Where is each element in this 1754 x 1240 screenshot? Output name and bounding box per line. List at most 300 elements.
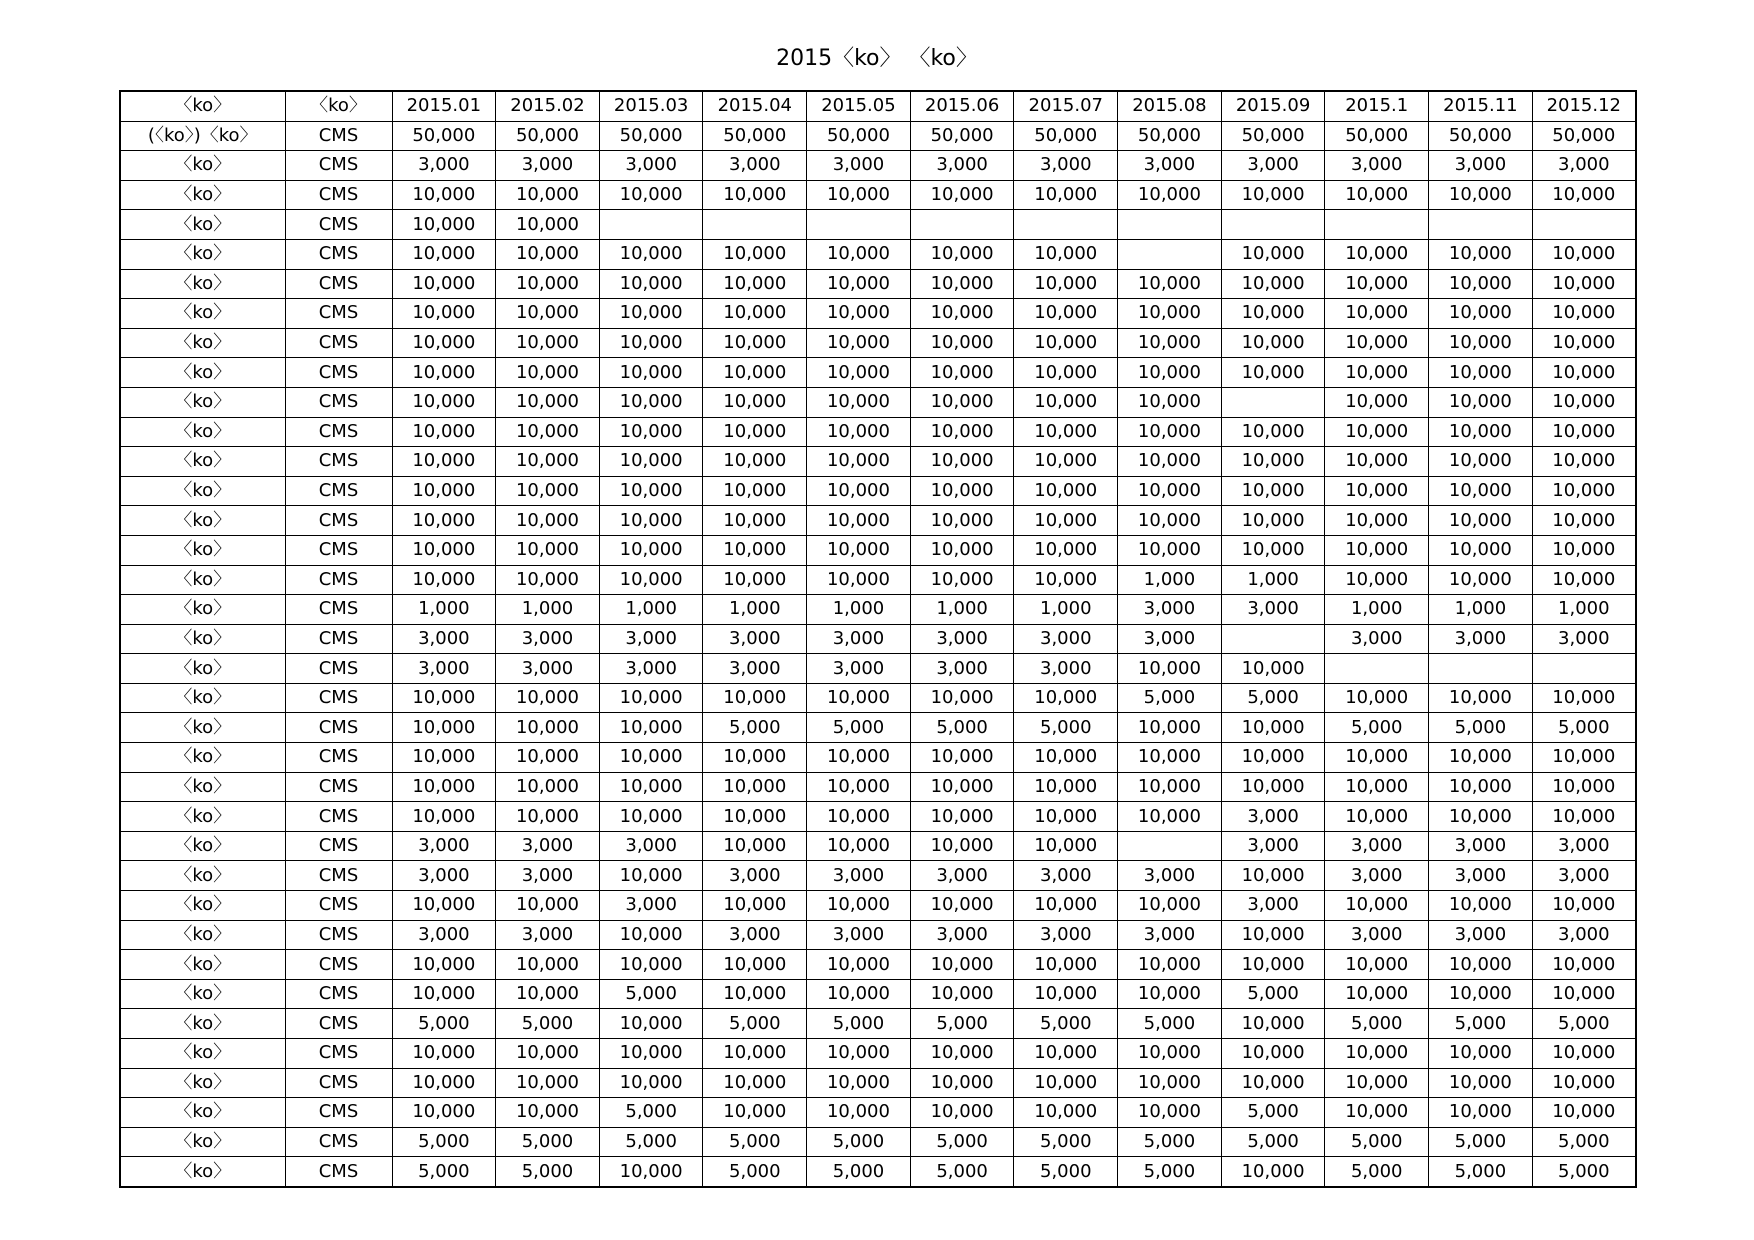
amount-cell: 10,000: [1532, 772, 1636, 802]
table-row: [120, 1039, 1636, 1069]
amount-cell: 50,000: [807, 121, 911, 151]
amount-cell: 5,000: [703, 1009, 807, 1039]
amount-cell: 5,000: [1429, 1009, 1533, 1039]
payment-type-cell: CMS: [285, 713, 392, 743]
amount-cell: 3,000: [910, 654, 1014, 684]
amount-cell: 10,000: [392, 772, 496, 802]
amount-cell: 10,000: [703, 535, 807, 565]
amount-cell: 10,000: [807, 1068, 911, 1098]
amount-cell: 5,000: [1221, 1127, 1325, 1157]
table-header-row: [120, 91, 1636, 121]
amount-cell: 5,000: [1429, 713, 1533, 743]
amount-cell: 10,000: [1221, 1009, 1325, 1039]
amount-cell: 10,000: [910, 239, 1014, 269]
amount-cell: 10,000: [392, 447, 496, 477]
amount-cell: 10,000: [1014, 239, 1118, 269]
table-row: [120, 861, 1636, 891]
payment-type-cell: CMS: [285, 269, 392, 299]
amount-cell: 10,000: [910, 891, 1014, 921]
amount-cell: 10,000: [1118, 535, 1222, 565]
amount-cell: 3,000: [1429, 831, 1533, 861]
amount-cell: 10,000: [1325, 476, 1429, 506]
amount-cell: 10,000: [1221, 476, 1325, 506]
amount-cell: 10,000: [1118, 1098, 1222, 1128]
amount-cell: 10,000: [1014, 743, 1118, 773]
amount-cell: 3,000: [599, 891, 703, 921]
table-row: [120, 210, 1636, 240]
header-month: 2015.01: [392, 91, 496, 121]
amount-cell: 10,000: [1532, 506, 1636, 536]
amount-cell: 10,000: [1325, 299, 1429, 329]
amount-cell: 10,000: [703, 239, 807, 269]
amount-cell: 50,000: [1118, 121, 1222, 151]
amount-cell: 10,000: [703, 1098, 807, 1128]
donor-name-cell: 〈ko〉: [120, 743, 285, 773]
table-row: [120, 1098, 1636, 1128]
header-month: 2015.06: [910, 91, 1014, 121]
amount-cell: 10,000: [599, 447, 703, 477]
amount-cell: 1,000: [392, 595, 496, 625]
amount-cell: 10,000: [910, 417, 1014, 447]
payment-type-cell: CMS: [285, 358, 392, 388]
table-row: [120, 743, 1636, 773]
amount-cell: 10,000: [703, 387, 807, 417]
amount-cell: 5,000: [1325, 1157, 1429, 1187]
amount-cell: 5,000: [1221, 683, 1325, 713]
table-row: [120, 920, 1636, 950]
amount-cell: 10,000: [1325, 683, 1429, 713]
amount-cell: 10,000: [1429, 950, 1533, 980]
donor-name-cell: 〈ko〉: [120, 1127, 285, 1157]
amount-cell: 10,000: [1118, 654, 1222, 684]
amount-cell: 1,000: [1532, 595, 1636, 625]
amount-cell: 10,000: [496, 683, 600, 713]
payment-type-cell: CMS: [285, 180, 392, 210]
amount-cell: 10,000: [703, 299, 807, 329]
amount-cell: 10,000: [392, 1098, 496, 1128]
amount-cell: 10,000: [1429, 180, 1533, 210]
donor-name-cell: 〈ko〉: [120, 1009, 285, 1039]
table-row: [120, 831, 1636, 861]
amount-cell: 10,000: [1014, 891, 1118, 921]
amount-cell: 3,000: [1118, 861, 1222, 891]
amount-cell: 10,000: [807, 1039, 911, 1069]
amount-cell: 10,000: [1532, 565, 1636, 595]
amount-cell: 10,000: [1325, 269, 1429, 299]
amount-cell: 10,000: [910, 535, 1014, 565]
amount-cell: 3,000: [599, 831, 703, 861]
amount-cell: 3,000: [1429, 624, 1533, 654]
amount-cell: 10,000: [392, 565, 496, 595]
payment-type-cell: CMS: [285, 1009, 392, 1039]
amount-cell: 10,000: [703, 683, 807, 713]
amount-cell: 3,000: [496, 654, 600, 684]
amount-cell: 10,000: [1118, 417, 1222, 447]
amount-cell: 10,000: [703, 979, 807, 1009]
amount-cell: 10,000: [1325, 358, 1429, 388]
amount-cell: 10,000: [910, 683, 1014, 713]
amount-cell: 10,000: [599, 180, 703, 210]
amount-cell: 5,000: [1221, 979, 1325, 1009]
amount-cell: 3,000: [1014, 654, 1118, 684]
amount-cell: 5,000: [1118, 1157, 1222, 1187]
amount-cell: 10,000: [1325, 979, 1429, 1009]
amount-cell: 10,000: [1429, 506, 1533, 536]
amount-cell: 10,000: [1221, 417, 1325, 447]
amount-cell: 10,000: [1221, 772, 1325, 802]
amount-cell: 10,000: [1532, 269, 1636, 299]
amount-cell: 10,000: [807, 950, 911, 980]
amount-cell: 10,000: [1221, 447, 1325, 477]
table-row: [120, 180, 1636, 210]
amount-cell: 5,000: [703, 713, 807, 743]
amount-cell: 10,000: [703, 417, 807, 447]
amount-cell: 10,000: [392, 1068, 496, 1098]
table-body: [120, 121, 1636, 1187]
amount-cell: 10,000: [1118, 506, 1222, 536]
amount-cell: 10,000: [1429, 358, 1533, 388]
amount-cell: 10,000: [703, 831, 807, 861]
amount-cell: 3,000: [392, 861, 496, 891]
donor-name-cell: 〈ko〉: [120, 683, 285, 713]
amount-cell: 50,000: [910, 121, 1014, 151]
amount-cell: 10,000: [910, 1039, 1014, 1069]
donation-table: [119, 90, 1637, 1188]
amount-cell: 10,000: [807, 387, 911, 417]
amount-cell: 10,000: [1325, 1098, 1429, 1128]
amount-cell: 10,000: [1221, 713, 1325, 743]
table-row: [120, 239, 1636, 269]
donor-name-cell: 〈ko〉: [120, 210, 285, 240]
amount-cell: 10,000: [392, 299, 496, 329]
payment-type-cell: CMS: [285, 210, 392, 240]
amount-cell: 50,000: [1532, 121, 1636, 151]
amount-cell: 10,000: [599, 387, 703, 417]
table-row: [120, 950, 1636, 980]
amount-cell: 1,000: [703, 595, 807, 625]
payment-type-cell: CMS: [285, 861, 392, 891]
amount-cell: 10,000: [1325, 1039, 1429, 1069]
donor-name-cell: 〈ko〉: [120, 239, 285, 269]
amount-cell: 50,000: [703, 121, 807, 151]
amount-cell: 10,000: [1221, 506, 1325, 536]
amount-cell: 10,000: [910, 743, 1014, 773]
amount-cell: 10,000: [807, 239, 911, 269]
amount-cell: 3,000: [1532, 861, 1636, 891]
amount-cell: 10,000: [392, 979, 496, 1009]
table-row: [120, 802, 1636, 832]
amount-cell: 3,000: [703, 654, 807, 684]
amount-cell: 10,000: [807, 269, 911, 299]
amount-cell: 3,000: [1325, 920, 1429, 950]
table-row: [120, 1068, 1636, 1098]
donor-name-cell: 〈ko〉: [120, 831, 285, 861]
amount-cell: 10,000: [1014, 1039, 1118, 1069]
donor-name-cell: 〈ko〉: [120, 654, 285, 684]
amount-cell: 10,000: [1532, 891, 1636, 921]
amount-cell: 10,000: [496, 299, 600, 329]
amount-cell: 10,000: [1429, 447, 1533, 477]
amount-cell: 50,000: [1325, 121, 1429, 151]
amount-cell: 3,000: [807, 920, 911, 950]
amount-cell: 3,000: [807, 151, 911, 181]
donor-name-cell: 〈ko〉: [120, 358, 285, 388]
amount-cell: 10,000: [703, 358, 807, 388]
amount-cell: 5,000: [1118, 1127, 1222, 1157]
amount-cell: 10,000: [1014, 476, 1118, 506]
amount-cell: 10,000: [1532, 743, 1636, 773]
header-month: 2015.11: [1429, 91, 1533, 121]
amount-cell: 3,000: [1532, 920, 1636, 950]
amount-cell: 10,000: [1118, 979, 1222, 1009]
amount-cell: 10,000: [703, 328, 807, 358]
amount-cell: 10,000: [1118, 743, 1222, 773]
amount-cell: 10,000: [1325, 506, 1429, 536]
amount-cell: 10,000: [496, 358, 600, 388]
amount-cell: 10,000: [807, 417, 911, 447]
amount-cell: 5,000: [392, 1127, 496, 1157]
amount-cell: 10,000: [1014, 417, 1118, 447]
amount-cell: 10,000: [496, 950, 600, 980]
amount-cell: 10,000: [392, 683, 496, 713]
amount-cell: 10,000: [1532, 476, 1636, 506]
amount-cell: 10,000: [392, 417, 496, 447]
amount-cell: 10,000: [1118, 299, 1222, 329]
amount-cell: 5,000: [1325, 1127, 1429, 1157]
amount-cell: [807, 210, 911, 240]
amount-cell: 10,000: [1532, 1039, 1636, 1069]
amount-cell: 3,000: [496, 624, 600, 654]
amount-cell: 5,000: [910, 1157, 1014, 1187]
amount-cell: 10,000: [703, 743, 807, 773]
amount-cell: 10,000: [496, 476, 600, 506]
donor-name-cell: 〈ko〉: [120, 506, 285, 536]
amount-cell: 10,000: [496, 1039, 600, 1069]
amount-cell: 5,000: [1118, 683, 1222, 713]
amount-cell: 10,000: [392, 950, 496, 980]
amount-cell: 3,000: [496, 920, 600, 950]
amount-cell: [1429, 210, 1533, 240]
amount-cell: 10,000: [703, 1039, 807, 1069]
amount-cell: 3,000: [1014, 151, 1118, 181]
amount-cell: 5,000: [807, 1127, 911, 1157]
amount-cell: 10,000: [599, 1157, 703, 1187]
amount-cell: 3,000: [1118, 624, 1222, 654]
amount-cell: 10,000: [1014, 950, 1118, 980]
amount-cell: 10,000: [1014, 1068, 1118, 1098]
amount-cell: 10,000: [1429, 772, 1533, 802]
amount-cell: 10,000: [1014, 328, 1118, 358]
amount-cell: 10,000: [910, 1098, 1014, 1128]
amount-cell: 5,000: [703, 1157, 807, 1187]
amount-cell: 10,000: [703, 269, 807, 299]
amount-cell: 3,000: [910, 920, 1014, 950]
amount-cell: 10,000: [1325, 180, 1429, 210]
amount-cell: 5,000: [807, 713, 911, 743]
donor-name-cell: 〈ko〉: [120, 417, 285, 447]
amount-cell: 10,000: [703, 476, 807, 506]
amount-cell: [910, 210, 1014, 240]
amount-cell: 10,000: [1118, 713, 1222, 743]
table-row: [120, 683, 1636, 713]
amount-cell: 10,000: [1014, 802, 1118, 832]
payment-type-cell: CMS: [285, 1068, 392, 1098]
amount-cell: [1325, 210, 1429, 240]
amount-cell: 10,000: [392, 269, 496, 299]
amount-cell: 10,000: [599, 535, 703, 565]
table-row: [120, 654, 1636, 684]
amount-cell: 3,000: [910, 151, 1014, 181]
amount-cell: 10,000: [599, 772, 703, 802]
amount-cell: [1532, 210, 1636, 240]
amount-cell: 10,000: [703, 565, 807, 595]
amount-cell: 10,000: [910, 802, 1014, 832]
header-type: 〈ko〉: [285, 91, 392, 121]
amount-cell: 10,000: [1532, 950, 1636, 980]
payment-type-cell: CMS: [285, 1039, 392, 1069]
amount-cell: 50,000: [1014, 121, 1118, 151]
amount-cell: 10,000: [599, 802, 703, 832]
amount-cell: 10,000: [1221, 743, 1325, 773]
table-row: [120, 506, 1636, 536]
amount-cell: 3,000: [1429, 861, 1533, 891]
amount-cell: 3,000: [496, 861, 600, 891]
amount-cell: 10,000: [1014, 772, 1118, 802]
donor-name-cell: 〈ko〉: [120, 1157, 285, 1187]
amount-cell: 3,000: [703, 151, 807, 181]
amount-cell: 3,000: [392, 654, 496, 684]
amount-cell: 10,000: [1429, 387, 1533, 417]
table-row: [120, 1157, 1636, 1187]
amount-cell: 10,000: [1532, 239, 1636, 269]
amount-cell: 3,000: [1325, 831, 1429, 861]
amount-cell: 10,000: [703, 1068, 807, 1098]
amount-cell: 10,000: [1429, 565, 1533, 595]
amount-cell: 5,000: [910, 1127, 1014, 1157]
amount-cell: 10,000: [1118, 1039, 1222, 1069]
amount-cell: 3,000: [392, 920, 496, 950]
amount-cell: 10,000: [1221, 654, 1325, 684]
amount-cell: 10,000: [1429, 269, 1533, 299]
amount-cell: 10,000: [1325, 535, 1429, 565]
amount-cell: 10,000: [807, 802, 911, 832]
donor-name-cell: 〈ko〉: [120, 328, 285, 358]
amount-cell: 10,000: [1221, 1068, 1325, 1098]
amount-cell: 10,000: [1014, 565, 1118, 595]
amount-cell: 10,000: [1532, 417, 1636, 447]
amount-cell: 10,000: [1221, 328, 1325, 358]
amount-cell: 10,000: [1532, 535, 1636, 565]
amount-cell: 3,000: [1429, 920, 1533, 950]
header-month: 2015.09: [1221, 91, 1325, 121]
amount-cell: 10,000: [1429, 683, 1533, 713]
amount-cell: 3,000: [703, 861, 807, 891]
donor-name-cell: 〈ko〉: [120, 1039, 285, 1069]
amount-cell: 10,000: [1429, 328, 1533, 358]
amount-cell: 10,000: [1429, 299, 1533, 329]
amount-cell: 5,000: [703, 1127, 807, 1157]
table-row: [120, 269, 1636, 299]
amount-cell: 5,000: [910, 1009, 1014, 1039]
amount-cell: 10,000: [1532, 802, 1636, 832]
amount-cell: 10,000: [1532, 387, 1636, 417]
amount-cell: 3,000: [496, 831, 600, 861]
amount-cell: 10,000: [496, 979, 600, 1009]
amount-cell: 10,000: [392, 210, 496, 240]
payment-type-cell: CMS: [285, 447, 392, 477]
amount-cell: 10,000: [807, 299, 911, 329]
amount-cell: 3,000: [807, 624, 911, 654]
amount-cell: 3,000: [1221, 891, 1325, 921]
amount-cell: 10,000: [703, 447, 807, 477]
amount-cell: 10,000: [392, 535, 496, 565]
amount-cell: 10,000: [392, 328, 496, 358]
amount-cell: 10,000: [1325, 387, 1429, 417]
amount-cell: 5,000: [910, 713, 1014, 743]
amount-cell: 3,000: [1014, 861, 1118, 891]
payment-type-cell: CMS: [285, 1157, 392, 1187]
amount-cell: 50,000: [496, 121, 600, 151]
payment-type-cell: CMS: [285, 565, 392, 595]
amount-cell: 10,000: [1532, 683, 1636, 713]
amount-cell: 10,000: [910, 358, 1014, 388]
donor-name-cell: 〈ko〉: [120, 565, 285, 595]
amount-cell: 10,000: [1429, 239, 1533, 269]
amount-cell: 10,000: [496, 387, 600, 417]
table-row: [120, 979, 1636, 1009]
amount-cell: 1,000: [1429, 595, 1533, 625]
header-month: 2015.05: [807, 91, 911, 121]
amount-cell: 10,000: [910, 299, 1014, 329]
payment-type-cell: CMS: [285, 772, 392, 802]
payment-type-cell: CMS: [285, 950, 392, 980]
amount-cell: 3,000: [1325, 624, 1429, 654]
amount-cell: 10,000: [599, 476, 703, 506]
amount-cell: 10,000: [910, 328, 1014, 358]
payment-type-cell: CMS: [285, 417, 392, 447]
amount-cell: 3,000: [1221, 595, 1325, 625]
amount-cell: 10,000: [1532, 447, 1636, 477]
payment-type-cell: CMS: [285, 802, 392, 832]
amount-cell: 3,000: [1221, 802, 1325, 832]
amount-cell: 10,000: [599, 1039, 703, 1069]
amount-cell: 10,000: [599, 1009, 703, 1039]
payment-type-cell: CMS: [285, 535, 392, 565]
amount-cell: 3,000: [910, 861, 1014, 891]
amount-cell: 10,000: [496, 506, 600, 536]
amount-cell: 10,000: [807, 328, 911, 358]
amount-cell: 10,000: [599, 920, 703, 950]
amount-cell: 10,000: [1221, 1039, 1325, 1069]
amount-cell: 10,000: [1014, 180, 1118, 210]
amount-cell: 10,000: [496, 269, 600, 299]
amount-cell: 10,000: [910, 979, 1014, 1009]
amount-cell: 10,000: [599, 743, 703, 773]
amount-cell: 10,000: [1429, 891, 1533, 921]
amount-cell: 10,000: [496, 447, 600, 477]
amount-cell: 10,000: [599, 565, 703, 595]
amount-cell: 10,000: [392, 891, 496, 921]
amount-cell: 10,000: [1014, 979, 1118, 1009]
amount-cell: 5,000: [599, 1127, 703, 1157]
amount-cell: 10,000: [1325, 328, 1429, 358]
payment-type-cell: CMS: [285, 239, 392, 269]
amount-cell: 10,000: [910, 447, 1014, 477]
amount-cell: 1,000: [1118, 565, 1222, 595]
table-row: [120, 1127, 1636, 1157]
amount-cell: 10,000: [599, 239, 703, 269]
payment-type-cell: CMS: [285, 595, 392, 625]
